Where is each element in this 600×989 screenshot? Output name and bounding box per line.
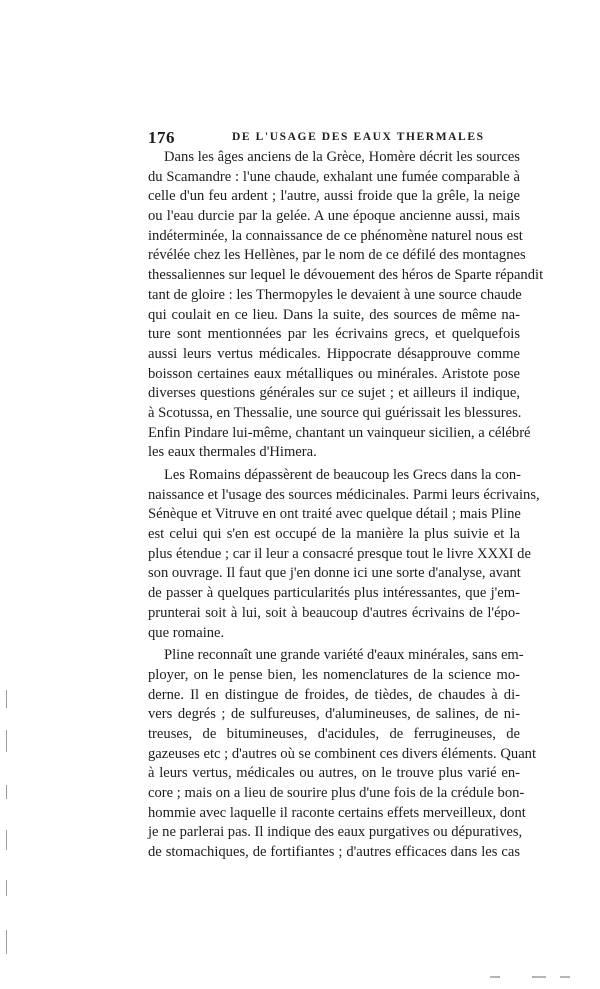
text-line: je ne parlerai pas. Il indique des eaux purgatives ou dépuratives, <box>148 824 523 841</box>
text-line: révélée chez les Hellènes, par le nom de ce défilé des montagnes <box>148 247 526 264</box>
scan-artifact-bottom <box>490 976 590 979</box>
text-line: boisson certaines eaux métalliques ou minérales. Aristote pose <box>148 365 520 382</box>
text-line: Sénèque et Vitruve en ont traité avec quelque détail ; mais Pline <box>148 506 521 523</box>
page-number: 176 <box>148 128 175 147</box>
text-line: est celui qui s'en est occupé de la manière la plus suivie et la <box>148 526 520 543</box>
text-line: Dans les âges anciens de la Grèce, Homère décrit les sources <box>164 149 520 165</box>
text-line: tant de gloire : les Thermopyles le devaient à une source chaude <box>148 286 522 303</box>
text-line: que romaine. <box>148 624 225 641</box>
text-line: à leurs vertus, médicales ou autres, on le trouve plus varié en- <box>148 765 520 782</box>
text-line: treuses, de bitumineuses, d'acidules, de ferrugineuses, de <box>148 725 520 742</box>
text-line: thessaliennes sur lequel le dévouement des héros de Sparte répandit <box>148 267 544 284</box>
text-line: indéterminée, la connaissance de ce phénomène naturel nous est <box>148 227 523 244</box>
paragraph-3 <box>148 646 537 863</box>
text-line: qui coulait en ce lieu. Dans la suite, des sources de même na- <box>148 306 520 323</box>
running-head <box>148 128 528 148</box>
text-line: Pline reconnaît une grande variété d'eaux minérales, sans em- <box>164 647 524 664</box>
text-line: prunterai soit à lui, soit à beaucoup d'autres écrivains de l'épo- <box>148 604 520 621</box>
paragraph-2 <box>148 466 540 643</box>
text-line: Les Romains dépassèrent de beaucoup les Grecs dans la con- <box>164 467 522 483</box>
text-line: du Scamandre : l'une chaude, exhalant une fumée comparable à <box>148 168 520 185</box>
body-text <box>148 148 544 863</box>
text-line: son ouvrage. Il faut que j'en donne ici une sorte d'analyse, avant <box>148 565 521 582</box>
text-line: plus étendue ; car il leur a consacré presque tout le livre XXXI de <box>148 545 531 562</box>
running-title: DE L'USAGE DES EAUX THERMALES <box>232 131 485 143</box>
text-line: ture sont mentionnées par les écrivains grecs, et quelquefois <box>148 326 520 343</box>
text-line: ployer, on le pense bien, les nomenclatures de la science mo- <box>148 666 520 683</box>
text-line: de passer à quelques particularités plus intéressantes, que j'em- <box>148 585 520 602</box>
text-line: derne. Il en distingue de froides, de tièdes, de chaudes à di- <box>148 686 520 703</box>
text-line: à Scotussa, en Thessalie, une source qui guérissait les blessures. <box>148 404 522 421</box>
text-line: ou l'eau durcie par la gelée. A une époque ancienne aussi, mais <box>148 208 520 225</box>
scan-artifact-left-margin <box>6 690 8 970</box>
text-line: aussi leurs vertus médicales. Hippocrate désapprouve comme <box>148 345 520 362</box>
text-line: Enfin Pindare lui-même, chantant un vainqueur sicilien, a célébré <box>148 424 531 441</box>
text-line: celle d'un feu ardent ; l'autre, aussi froide que la grêle, la neige <box>148 188 520 205</box>
text-line: naissance et l'usage des sources médicinales. Parmi leurs écrivains, <box>148 486 540 503</box>
text-line: gazeuses etc ; d'autres où se combinent ces divers éléments. Quant <box>148 745 537 762</box>
text-line: de stomachiques, de fortifiantes ; d'autres efficaces dans les cas <box>148 844 520 861</box>
text-line: hommie avec laquelle il raconte certains effets merveilleux, dont <box>148 804 526 821</box>
paragraph-1 <box>148 148 544 463</box>
text-line: les eaux thermales d'Himera. <box>148 444 317 461</box>
text-line: vers degrés ; de sulfureuses, d'alumineuses, de salines, de ni- <box>148 706 520 723</box>
text-line: core ; mais on a lieu de sourire plus d'une fois de la crédule bon- <box>148 785 525 801</box>
text-line: diverses questions générales sur ce sujet ; et ailleurs il indique, <box>148 385 520 402</box>
